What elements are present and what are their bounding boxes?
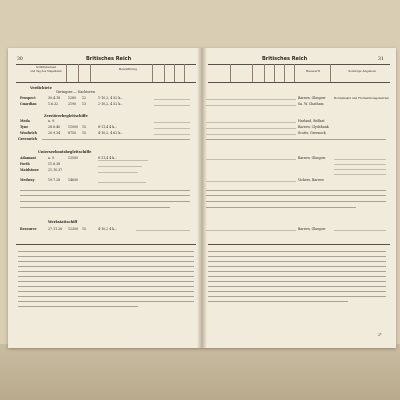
book-gutter (197, 48, 207, 348)
right-running-head: Britisches Reich (262, 56, 308, 62)
ship-name: Greenwich (18, 137, 37, 141)
yard: Barrow, Clydebank (298, 125, 329, 129)
number: 15 (82, 227, 87, 231)
section-subtitle: Geringsee — Nachtoren (56, 90, 95, 94)
col-notes-header: Sonstige Angaben (348, 69, 376, 73)
section-title: Zerstörerbegleitschiffe (44, 114, 88, 118)
header-rule (16, 82, 196, 83)
col-name-header (26, 66, 66, 73)
launch-date: 21.10.37 (48, 168, 63, 172)
page-mark: 2* (378, 333, 382, 337)
left-running-head: Britisches Reich (86, 56, 132, 62)
tonnage: 14650 (68, 178, 79, 182)
ship-name: Meda (20, 119, 30, 123)
ship-name: Tyne (20, 125, 29, 129)
open-book (8, 48, 396, 348)
number: 13 (82, 102, 87, 106)
armament: 8-11,4 4 k... (98, 156, 118, 160)
col-launch-title: und Tag des Stapellaufs (30, 69, 62, 73)
yard: Barrow, Glasgow (298, 227, 326, 231)
right-page (202, 48, 396, 348)
section-title: Unterseebootsbegleitschiffe (38, 150, 92, 154)
left-page-number: 30 (17, 57, 23, 62)
yard: Sa. W. Chatham (298, 102, 324, 106)
armament: 1-10,2, 4 52 k... (98, 96, 124, 100)
col-name-title: Schiffsnamen (35, 65, 57, 69)
yard: Barrow, Glasgow (298, 156, 326, 160)
section-title: Verdichtete (30, 86, 52, 90)
right-page-number: 31 (378, 57, 384, 62)
tonnage: 1280 (68, 96, 77, 100)
launch-date: 30.4.18 (48, 96, 61, 100)
tonnage: 8750 (68, 131, 77, 135)
yard: Vickers, Barrow (298, 178, 324, 182)
yard: Barrow, Glasgow (298, 96, 326, 100)
launch-date: a. 9. (48, 119, 55, 123)
launch-date: 11.8.38 (48, 162, 61, 166)
book-edge (0, 344, 400, 400)
launch-date: 19.7.28 (48, 178, 61, 182)
ship-name: Adamant (20, 156, 36, 160)
yard: Scotts, Greenock (298, 131, 326, 135)
armament: 8-11,4 4 k... (98, 125, 118, 129)
ship-name: Prospect (20, 96, 36, 100)
launch-date: a. 9. (48, 156, 55, 160)
ship-name: Resource (20, 227, 37, 231)
ship-name: Forth (20, 162, 30, 166)
ship-name: Guardian (20, 102, 37, 106)
tonnage: 12300 (68, 227, 79, 231)
armament: 4-10,2 4 k... (98, 227, 118, 231)
number: 15 (82, 125, 87, 129)
notes: Bordeinsatz und Flottenübungsbetrieb (334, 96, 389, 100)
ship-name: Maidstone (20, 168, 39, 172)
launch-date: 20.9.34 (48, 131, 61, 135)
left-page (8, 48, 202, 348)
tonnage: 12500 (68, 156, 79, 160)
ship-name: Medway (20, 178, 35, 182)
armament: 2-10,2, 4 52 k... (98, 102, 124, 106)
tonnage: 11000 (68, 125, 79, 129)
armament: 4-10,2, 4 62 k... (98, 131, 124, 135)
yard: Harland, Belfast (298, 119, 325, 123)
number: 12 (82, 96, 87, 100)
col-armament-header: Bewaffnung (118, 67, 138, 71)
launch-date: 28.8.40 (48, 125, 61, 129)
number: 15 (82, 131, 87, 135)
tonnage: 2190 (68, 102, 77, 106)
launch-date: 27.11.28 (48, 227, 63, 231)
section-title: Werkstattschiff (48, 220, 78, 224)
launch-date: 1.6.32 (48, 102, 59, 106)
ship-name: Woolwich (20, 131, 37, 135)
col-yard-header: Bauwerft (305, 69, 321, 73)
